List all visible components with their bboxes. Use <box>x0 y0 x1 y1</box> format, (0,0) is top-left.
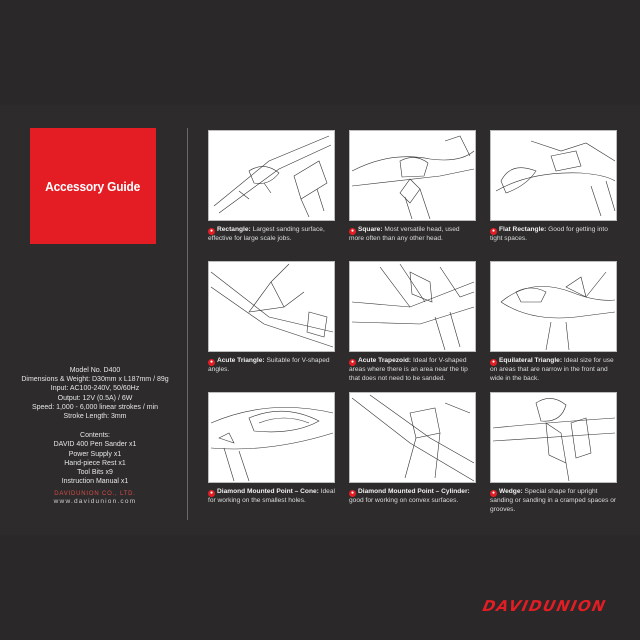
spec-line: Stroke Length: 3mm <box>63 413 127 421</box>
accessory-description: Ideal for working on the smallest holes. <box>208 488 335 504</box>
accessory-card-equilateral-triangle <box>490 261 617 383</box>
vertical-divider <box>187 128 188 520</box>
accessory-illustration <box>208 261 335 352</box>
top-band <box>0 0 640 105</box>
accessory-name: Acute Trapezoid: <box>358 357 412 364</box>
accessory-illustration <box>490 261 617 352</box>
accessory-name: Square: <box>358 226 383 233</box>
accessory-card-rectangle <box>208 130 335 244</box>
accessory-name: Acute Triangle: <box>217 357 265 364</box>
accessory-card-flat-rectangle <box>490 130 617 244</box>
accessory-card-acute-trapezoid <box>349 261 476 383</box>
title-box <box>30 128 156 244</box>
product-info <box>10 366 180 486</box>
tool-tip-icon: ● <box>350 359 355 365</box>
accessory-description: Suitable for V-shaped angles. <box>208 357 330 373</box>
accessory-card-acute-triangle <box>208 261 335 375</box>
company-name: DAVIDUNION CO., LTD. <box>54 491 136 497</box>
accessory-description: Special shape for upright sanding or sanding in a cramped spaces or grooves. <box>490 488 617 513</box>
tool-tip-icon: ● <box>209 359 214 365</box>
accessory-name: Diamond Mounted Point – Cone: <box>217 488 319 495</box>
accessory-description: Ideal for V-shaped areas where there is an area near the tip that does not need to be sanded. <box>349 357 468 382</box>
accessory-description: Good for getting into tight spaces. <box>490 226 608 242</box>
accessory-description: Largest sanding surface, effective for large scale jobs. <box>208 226 325 242</box>
accessory-illustration <box>349 392 476 483</box>
tool-tip-icon: ● <box>209 228 214 234</box>
accessory-card-square <box>349 130 476 244</box>
contents-item: Tool Bits x9 <box>77 469 113 477</box>
accessory-description: Ideal size for use on areas that are narrow in the front and wide in the back. <box>490 357 614 382</box>
accessory-card-diamond-cone <box>208 392 335 506</box>
accessory-illustration <box>208 130 335 221</box>
brand-logo: DAVIDUNION <box>480 597 609 615</box>
accessory-illustration <box>349 130 476 221</box>
aircraft-sanding-illustration <box>209 393 334 482</box>
bottom-band <box>0 535 640 640</box>
aircraft-sanding-illustration <box>350 131 475 220</box>
accessory-description: Most versatile head, used more often than any other head. <box>349 226 460 242</box>
contents-item: Power Supply x1 <box>68 450 122 458</box>
aircraft-sanding-illustration <box>350 262 475 351</box>
accessory-description: good for working on convex surfaces. <box>349 497 459 504</box>
spec-line: Speed: 1,000 - 6,000 linear strokes / min <box>31 403 159 411</box>
page-title: Accessory Guide <box>45 178 141 194</box>
accessory-name: Flat Rectangle: <box>499 226 547 233</box>
company-website: www.davidunion.com <box>53 498 137 505</box>
spec-line: Input: AC100-240V, 50/60Hz <box>50 385 140 393</box>
accessory-illustration <box>490 392 617 483</box>
contents-item: DAVID 400 Pen Sander x1 <box>53 441 137 449</box>
spec-line: Dimensions & Weight: D30mm x L187mm / 89g <box>21 376 169 384</box>
tool-tip-icon: ● <box>491 228 496 234</box>
accessory-illustration <box>490 130 617 221</box>
tool-tip-icon: ● <box>350 228 355 234</box>
aircraft-sanding-illustration <box>209 131 334 220</box>
tool-tip-icon: ● <box>209 490 214 496</box>
contents-item: Hand-piece Rest x1 <box>64 459 126 467</box>
tool-tip-icon: ● <box>491 359 496 365</box>
aircraft-sanding-illustration <box>491 393 616 482</box>
spec-line: Output: 12V (0.5A) / 6W <box>57 394 133 402</box>
aircraft-sanding-illustration <box>491 131 616 220</box>
accessory-name: Diamond Mounted Point – Cylinder: <box>358 488 470 495</box>
accessory-card-wedge <box>490 392 617 514</box>
contents-item: Instruction Manual x1 <box>61 478 129 486</box>
tool-tip-icon: ● <box>491 490 496 496</box>
accessory-name: Wedge: <box>499 488 523 495</box>
accessory-name: Equilateral Triangle: <box>499 357 563 364</box>
accessory-illustration <box>349 261 476 352</box>
contents-heading: Contents: <box>80 432 110 440</box>
aircraft-sanding-illustration <box>350 393 475 482</box>
accessory-illustration <box>208 392 335 483</box>
accessory-name: Rectangle: <box>217 226 251 233</box>
spec-line: Model No. D400 <box>69 367 121 374</box>
accessory-card-diamond-cylinder <box>349 392 476 506</box>
aircraft-sanding-illustration <box>209 262 334 351</box>
aircraft-sanding-illustration <box>491 262 616 351</box>
tool-tip-icon: ● <box>350 490 355 496</box>
